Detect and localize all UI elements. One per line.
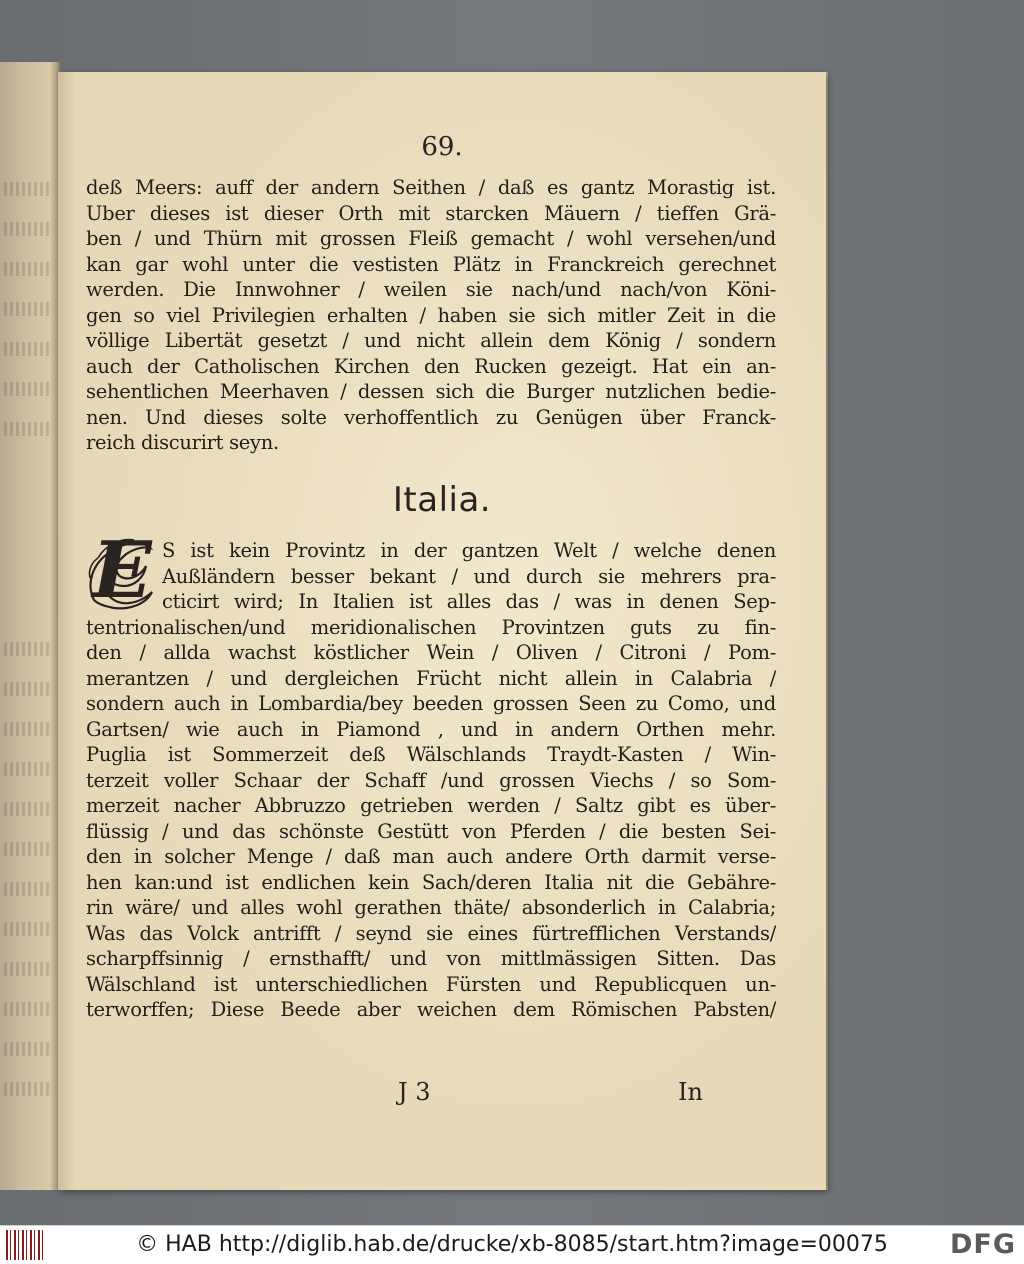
text-line: Wälschland ist unterschiedlichen Fürsten und Republicquen un-: [86, 972, 776, 996]
bleed-through-mark: [4, 922, 50, 936]
text-line: tentrionalischen/und meridionalischen Provintzen guts zu fin-: [86, 615, 776, 639]
text-line: Außländern besser bekant / und durch sie mehrers pra-: [162, 564, 776, 588]
bleed-through-mark: [4, 182, 50, 196]
text-line: völlige Libertät gesetzt / und nicht allein dem König / sondern: [86, 329, 776, 352]
text-line: merantzen / und dergleichen Frücht nicht allein in Calabria /: [86, 666, 776, 690]
text-line: Gartsen/ wie auch in Piamond , und in andern Orthen mehr.: [86, 717, 776, 741]
text-line: cticirt wird; In Italien ist alles das / was in denen Sep-: [162, 590, 776, 613]
text-line: auch der Catholischen Kirchen den Rucken gezeigt. Hat ein an-: [86, 354, 776, 378]
bleed-through-mark: [4, 962, 50, 976]
bleed-through-mark: [4, 802, 50, 816]
paragraph-italia-intro: [162, 538, 776, 615]
text-line: Was das Volck antrifft / seynd sie eines fürtrefflichen Verstands/: [86, 921, 776, 945]
dfg-logo: DFG: [949, 1229, 1016, 1260]
text-line: reich discurirt seyn.: [86, 431, 279, 454]
bleed-through-mark: [4, 722, 50, 736]
bleed-through-mark: [4, 1082, 50, 1096]
text-line: Puglia ist Sommerzeit deß Wälschlands Traydt-Kasten / Win-: [86, 743, 776, 766]
bleed-through-mark: [4, 222, 50, 236]
text-line: rin wäre/ und alles wohl gerathen thäte/ absonderlich in Calabria;: [86, 896, 776, 919]
text-line: merzeit nacher Abbruzzo getrieben werden / Saltz gibt es über-: [86, 794, 776, 817]
text-line: scharpffsinnig / ernsthafft/ und von mittlmässigen Sitten. Das: [86, 947, 776, 970]
text-line: den in solcher Menge / daß man auch andere Orth darmit verse-: [86, 845, 776, 868]
text-line: nen. Und dieses solte verhoffentlich zu Genügen über Franck-: [86, 405, 776, 429]
text-line: sondern auch in Lombardia/bey beeden grossen Seen zu Como, und: [86, 692, 776, 715]
text-line: ben / und Thürn mit grossen Fleiß gemacht / wohl versehen/und: [86, 227, 776, 250]
paragraph-france-conclusion: [86, 175, 776, 456]
text-line: S ist kein Provintz in der gantzen Welt / welche denen: [162, 539, 776, 562]
paragraph-italia-body: [86, 615, 776, 1023]
bleed-through-mark: [4, 682, 50, 696]
text-line: terworffen; Diese Beede aber weichen dem Römischen Pabsten/: [86, 998, 776, 1021]
catchword: In: [678, 1078, 703, 1106]
text-line: terzeit voller Schaar der Schaff /und grossen Viechs / so Som-: [86, 768, 776, 792]
text-line: sehentlichen Meerhaven / dessen sich die Burger nutzlichen bedie-: [86, 380, 776, 403]
bleed-through-mark: [4, 342, 50, 356]
bleed-through-mark: [4, 262, 50, 276]
text-line: werden. Die Innwohner / weilen sie nach/und nach/von Köni-: [86, 278, 776, 301]
bleed-through-mark: [4, 302, 50, 316]
copyright-credit: © HAB http://diglib.hab.de/drucke/xb-8085/start.htm?image=00075: [136, 1232, 888, 1257]
adjacent-page-edge: [0, 62, 60, 1190]
page-number: 69.: [421, 132, 463, 162]
footer-bar: [0, 1225, 1024, 1264]
signature-mark: J 3: [398, 1078, 431, 1106]
bleed-through-mark: [4, 642, 50, 656]
text-line: kan gar wohl unter die vestisten Plätz in Franckreich gerechnet: [86, 252, 776, 276]
text-line: den / allda wachst köstlicher Wein / Oliven / Citroni / Pom-: [86, 641, 776, 664]
text-line: flüssig / und das schönste Gestütt von Pferden / die besten Sei-: [86, 819, 776, 843]
section-title: Italia.: [392, 480, 492, 520]
bleed-through-mark: [4, 382, 50, 396]
text-line: gen so viel Privilegien erhalten / haben sie sich mitler Zeit in die: [86, 303, 776, 327]
text-line: Uber dieses ist dieser Orth mit starcken Mäuern / tieffen Grä-: [86, 201, 776, 225]
bleed-through-mark: [4, 422, 50, 436]
bleed-through-mark: [4, 1002, 50, 1016]
bleed-through-mark: [4, 882, 50, 896]
bleed-through-mark: [4, 1042, 50, 1056]
text-line: deß Meers: auff der andern Seithen / daß es gantz Morastig ist.: [86, 176, 776, 199]
book-page: [58, 72, 826, 1190]
text-line: hen kan:und ist endlichen kein Sach/deren Italia nit die Gebähre-: [86, 870, 776, 894]
drop-cap: E: [92, 525, 152, 616]
bleed-through-mark: [4, 762, 50, 776]
bleed-through-mark: [4, 842, 50, 856]
